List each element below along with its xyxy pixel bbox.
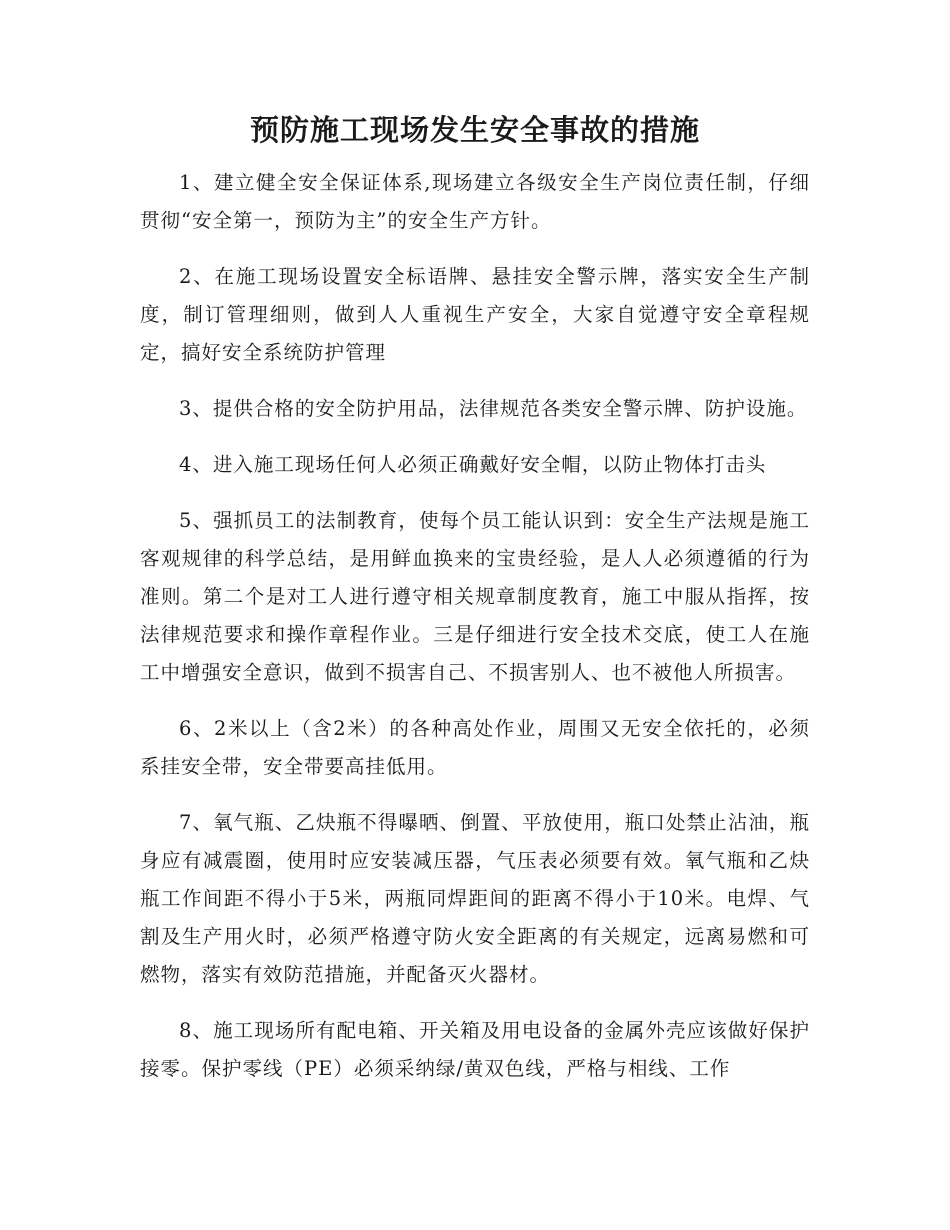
paragraph-7: 7、氧气瓶、乙炔瓶不得曝晒、倒置、平放使用，瓶口处禁止沾油，瓶身应有减震圈，使用时应安装减压器，气压表必须要有效。氧气瓶和乙炔瓶工作间距不得小于5米，两瓶同焊距间的距离不得小于10米。电焊、气割及生产用火时，必须严格遵守防火安全距离的有关规定，远离易燃和可燃物，落实有效防范措施，并配备灭火器材。	[140, 811, 810, 986]
paragraph-5: 5、强抓员工的法制教育，使每个员工能认识到：安全生产法规是施工客观规律的科学总结，是用鲜血换来的宝贵经验，是人人必须遵循的行为准则。第二个是对工人进行遵守相关规章制度教育，施工中服从指挥，按法律规范要求和操作章程作业。三是仔细进行安全技术交底，使工人在施工中增强安全意识，做到不损害自己、不损害别人、也不被他人所损害。	[140, 509, 810, 684]
paragraph-8: 8、施工现场所有配电箱、开关箱及用电设备的金属外壳应该做好保护接零。保护零线（PE）必须采纳绿/黄双色线，严格与相线、工作	[140, 1019, 810, 1080]
paragraph-6: 6、2米以上（含2米）的各种高处作业，周围又无安全依托的，必须系挂安全带，安全带要高挂低用。	[140, 717, 810, 778]
document-title: 预防施工现场发生安全事故的措施	[249, 113, 700, 147]
document-body	[140, 164, 810, 1106]
paragraph-1: 1、建立健全安全保证体系,现场建立各级安全生产岗位责任制，仔细贯彻“安全第一，预防为主”的安全生产方针。	[140, 171, 810, 232]
paragraph-3: 3、提供合格的安全防护用品，法律规范各类安全警示牌、防护设施。	[179, 397, 808, 420]
paragraph-4: 4、进入施工现场任何人必须正确戴好安全帽，以防止物体打击头	[179, 453, 767, 476]
paragraph-2: 2、在施工现场设置安全标语牌、悬挂安全警示牌，落实安全生产制度，制订管理细则，做到人人重视生产安全，大家自觉遵守安全章程规定，搞好安全系统防护管理	[140, 265, 810, 364]
